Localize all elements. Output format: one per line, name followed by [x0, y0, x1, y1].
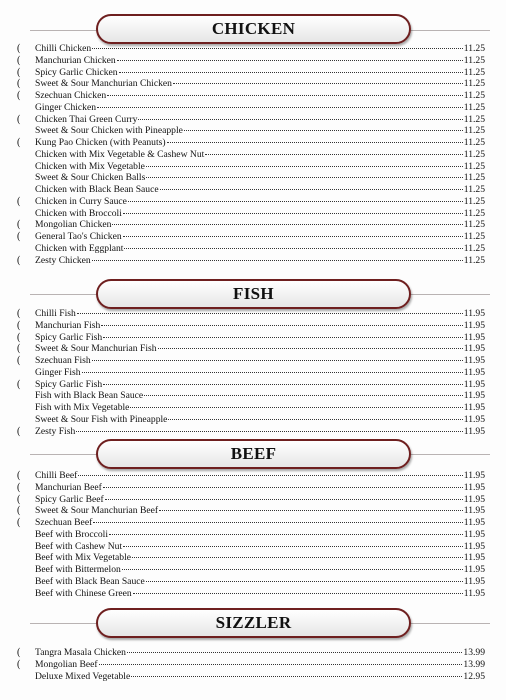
menu-item-name: Sweet & Sour Manchurian Fish — [35, 343, 157, 355]
dot-leader — [123, 213, 463, 214]
menu-item-name: Beef with Mix Vegetable — [35, 552, 132, 564]
menu-item-row — [0, 332, 506, 344]
menu-item-name: Chicken with Black Bean Sauce — [35, 184, 159, 196]
menu-item-name: Spicy Garlic Fish — [35, 378, 103, 390]
menu-item-name: Manchurian Beef — [35, 481, 102, 493]
menu-item-name: Chicken with Eggplant — [35, 243, 124, 255]
menu-item-price: 11.95 — [463, 425, 485, 437]
chili-pepper-icon: ( — [17, 378, 21, 390]
menu-item-price: 11.25 — [463, 243, 485, 255]
chili-pepper-icon: ( — [17, 231, 21, 243]
menu-item-price: 11.25 — [463, 101, 485, 113]
menu-list-beef — [0, 470, 506, 599]
dot-leader — [103, 337, 463, 338]
menu-item-price: 11.95 — [463, 319, 485, 331]
menu-item-name: Kung Pao Chicken (with Peanuts) — [35, 137, 166, 149]
dot-leader — [167, 142, 463, 143]
menu-item-name: Ginger Fish — [35, 366, 81, 378]
menu-item-row — [0, 320, 506, 332]
dot-leader — [168, 419, 462, 420]
menu-item-price: 11.25 — [463, 66, 485, 78]
chili-pepper-icon: ( — [17, 505, 21, 517]
menu-item-row — [0, 149, 506, 161]
menu-list-sizzler — [0, 647, 506, 682]
dot-leader — [123, 546, 463, 547]
menu-item-name: Szechuan Fish — [35, 355, 91, 367]
menu-item-price: 11.25 — [463, 125, 485, 137]
menu-item-row — [0, 219, 506, 231]
section-banner-sizzler — [96, 608, 411, 638]
menu-item-row — [0, 343, 506, 355]
dot-leader — [105, 499, 463, 500]
menu-item-price: 11.25 — [463, 137, 485, 149]
dot-leader — [146, 581, 463, 582]
dot-leader — [82, 372, 463, 373]
menu-item-price: 11.95 — [463, 413, 485, 425]
dot-leader — [160, 189, 463, 190]
section-title-chicken: CHICKEN — [211, 19, 296, 38]
menu-item-name: Chilli Beef — [35, 470, 78, 481]
menu-item-row — [0, 208, 506, 220]
dot-leader — [144, 395, 463, 396]
menu-item-price: 11.95 — [463, 470, 485, 481]
menu-item-row — [0, 414, 506, 426]
menu-item-name: Spicy Garlic Fish — [35, 331, 103, 343]
dot-leader — [130, 407, 462, 408]
menu-item-row — [0, 137, 506, 149]
menu-item-row — [0, 355, 506, 367]
menu-item-price: 11.95 — [463, 481, 485, 493]
menu-item-name: Zesty Chicken — [35, 254, 91, 266]
menu-item-name: Spicy Garlic Beef — [35, 493, 104, 505]
menu-item-name: Zesty Fish — [35, 425, 76, 437]
dot-leader — [93, 522, 462, 523]
menu-item-name: Sweet & Sour Chicken with Pineapple — [35, 125, 183, 137]
menu-item-name: Chicken with Mix Vegetable — [35, 160, 145, 172]
chili-pepper-icon: ( — [17, 343, 21, 355]
dot-leader — [92, 260, 463, 261]
menu-item-row — [0, 588, 506, 600]
menu-list-fish — [0, 308, 506, 437]
section-banner-beef — [96, 439, 411, 469]
section-banner-chicken — [96, 14, 411, 44]
menu-item-price: 13.99 — [463, 658, 485, 670]
menu-item-row — [0, 78, 506, 90]
dot-leader — [112, 224, 462, 225]
menu-item-price: 11.95 — [463, 331, 485, 343]
dot-leader — [101, 325, 462, 326]
chili-pepper-icon: ( — [17, 195, 21, 207]
menu-item-row — [0, 114, 506, 126]
chili-pepper-icon: ( — [17, 137, 21, 149]
menu-item-row — [0, 505, 506, 517]
section-banner-fish — [96, 279, 411, 309]
menu-item-price: 11.25 — [463, 90, 485, 102]
menu-item-row — [0, 243, 506, 255]
menu-item-row — [0, 541, 506, 553]
menu-item-name: Chicken in Curry Sauce — [35, 195, 127, 207]
menu-item-row — [0, 402, 506, 414]
chili-pepper-icon: ( — [17, 66, 21, 78]
menu-item-name: Deluxe Mixed Vegetable — [35, 670, 131, 682]
chili-pepper-icon: ( — [17, 658, 21, 670]
dot-leader — [103, 384, 463, 385]
dot-leader — [158, 348, 463, 349]
menu-item-row — [0, 552, 506, 564]
menu-item-price: 11.95 — [463, 540, 485, 552]
menu-item-price: 11.95 — [463, 402, 485, 414]
dot-leader — [132, 557, 463, 558]
menu-item-name: Mongolian Beef — [35, 658, 98, 670]
menu-item-name: Beef with Broccoli — [35, 528, 108, 540]
chili-pepper-icon: ( — [17, 54, 21, 66]
chili-pepper-icon: ( — [17, 647, 21, 658]
menu-item-name: Spicy Garlic Chicken — [35, 66, 118, 78]
menu-item-row — [0, 102, 506, 114]
menu-item-name: Chilli Chicken — [35, 43, 92, 54]
menu-item-price: 11.95 — [463, 587, 485, 599]
menu-item-price: 11.95 — [463, 552, 485, 564]
menu-item-row — [0, 161, 506, 173]
menu-item-price: 11.95 — [463, 390, 485, 402]
menu-item-name: Fish with Black Bean Sauce — [35, 390, 144, 402]
menu-item-name: Beef with Bittermelon — [35, 564, 121, 576]
menu-item-row — [0, 231, 506, 243]
section-title-sizzler: SIZZLER — [215, 613, 292, 632]
chili-pepper-icon: ( — [17, 43, 21, 54]
menu-item-price: 11.25 — [463, 54, 485, 66]
menu-item-row — [0, 125, 506, 137]
section-title-beef: BEEF — [230, 444, 277, 463]
menu-item-name: Ginger Chicken — [35, 101, 97, 113]
menu-item-row — [0, 564, 506, 576]
menu-item-name: Manchurian Chicken — [35, 54, 116, 66]
menu-item-price: 11.95 — [463, 505, 485, 517]
menu-item-name: Sweet & Sour Fish with Pineapple — [35, 413, 168, 425]
dot-leader — [131, 676, 462, 677]
chili-pepper-icon: ( — [17, 319, 21, 331]
menu-item-row — [0, 390, 506, 402]
dot-leader — [117, 60, 463, 61]
dot-leader — [124, 248, 462, 249]
menu-item-price: 11.95 — [463, 366, 485, 378]
menu-item-price: 11.25 — [463, 184, 485, 196]
menu-item-row — [0, 184, 506, 196]
menu-item-row — [0, 367, 506, 379]
menu-item-row — [0, 43, 506, 55]
menu-item-row — [0, 470, 506, 482]
menu-item-price: 11.25 — [463, 207, 485, 219]
menu-item-name: Chicken with Broccoli — [35, 207, 122, 219]
dot-leader — [146, 166, 463, 167]
chili-pepper-icon: ( — [17, 481, 21, 493]
dot-leader — [99, 664, 463, 665]
dot-leader — [109, 534, 463, 535]
chili-pepper-icon: ( — [17, 355, 21, 367]
dot-leader — [133, 593, 463, 594]
dot-leader — [122, 569, 463, 570]
menu-item-name: Beef with Cashew Nut — [35, 540, 123, 552]
dot-leader — [97, 107, 463, 108]
menu-item-name: Beef with Chinese Green — [35, 587, 132, 599]
menu-item-price: 11.95 — [463, 528, 485, 540]
menu-item-price: 13.99 — [463, 647, 485, 658]
menu-item-price: 11.25 — [463, 160, 485, 172]
menu-item-name: Szechuan Chicken — [35, 90, 107, 102]
menu-item-name: Chicken Thai Green Curry — [35, 113, 138, 125]
menu-item-row — [0, 494, 506, 506]
menu-item-price: 11.95 — [463, 343, 485, 355]
menu-item-name: Tangra Masala Chicken — [35, 647, 126, 658]
menu-list-chicken — [0, 43, 506, 267]
menu-item-row — [0, 196, 506, 208]
menu-item-price: 12.95 — [463, 670, 485, 682]
dot-leader — [76, 431, 463, 432]
menu-item-name: Szechuan Beef — [35, 517, 93, 529]
menu-item-price: 11.25 — [463, 195, 485, 207]
menu-item-row — [0, 671, 506, 683]
dot-leader — [92, 48, 463, 49]
menu-item-name: Sweet & Sour Chicken Balls — [35, 172, 146, 184]
menu-item-row — [0, 659, 506, 671]
menu-item-name: Fish with Mix Vegetable — [35, 402, 130, 414]
dot-leader — [128, 201, 463, 202]
menu-item-row — [0, 255, 506, 267]
menu-item-row — [0, 529, 506, 541]
menu-item-row — [0, 517, 506, 529]
menu-item-price: 11.25 — [463, 219, 485, 231]
dot-leader — [146, 177, 462, 178]
dot-leader — [119, 72, 463, 73]
menu-item-name: Sweet & Sour Manchurian Chicken — [35, 78, 172, 90]
chili-pepper-icon: ( — [17, 78, 21, 90]
menu-item-row — [0, 172, 506, 184]
chili-pepper-icon: ( — [17, 113, 21, 125]
menu-item-price: 11.95 — [463, 493, 485, 505]
menu-item-price: 11.95 — [463, 517, 485, 529]
chili-pepper-icon: ( — [17, 219, 21, 231]
dot-leader — [127, 652, 462, 653]
menu-item-name: General Tao's Chicken — [35, 231, 122, 243]
menu-item-row — [0, 379, 506, 391]
menu-item-price: 11.25 — [463, 113, 485, 125]
menu-item-name: Manchurian Fish — [35, 319, 101, 331]
dot-leader — [138, 119, 462, 120]
dot-leader — [92, 360, 463, 361]
chili-pepper-icon: ( — [17, 90, 21, 102]
menu-item-price: 11.95 — [463, 355, 485, 367]
chili-pepper-icon: ( — [17, 254, 21, 266]
menu-item-row — [0, 308, 506, 320]
menu-item-name: Beef with Black Bean Sauce — [35, 575, 145, 587]
chili-pepper-icon: ( — [17, 331, 21, 343]
menu-item-price: 11.25 — [463, 231, 485, 243]
chili-pepper-icon: ( — [17, 470, 21, 481]
menu-item-row — [0, 647, 506, 659]
dot-leader — [107, 95, 463, 96]
menu-item-price: 11.25 — [463, 172, 485, 184]
menu-item-row — [0, 426, 506, 438]
chili-pepper-icon: ( — [17, 493, 21, 505]
menu-item-row — [0, 576, 506, 588]
menu-item-price: 11.95 — [463, 564, 485, 576]
menu-item-row — [0, 90, 506, 102]
dot-leader — [123, 236, 463, 237]
menu-item-price: 11.25 — [463, 78, 485, 90]
menu-item-price: 11.25 — [463, 148, 485, 160]
menu-item-price: 11.95 — [463, 575, 485, 587]
dot-leader — [173, 83, 463, 84]
dot-leader — [159, 510, 463, 511]
menu-item-price: 11.25 — [463, 43, 485, 54]
menu-item-name: Sweet & Sour Manchurian Beef — [35, 505, 159, 517]
dot-leader — [77, 313, 463, 314]
menu-item-name: Mongolian Chicken — [35, 219, 112, 231]
dot-leader — [184, 130, 463, 131]
chili-pepper-icon: ( — [17, 308, 21, 319]
dot-leader — [103, 487, 463, 488]
section-title-fish: FISH — [233, 284, 274, 303]
menu-item-name: Chilli Fish — [35, 308, 76, 319]
menu-item-price: 11.95 — [463, 308, 485, 319]
menu-item-row — [0, 67, 506, 79]
chili-pepper-icon: ( — [17, 517, 21, 529]
dot-leader — [78, 475, 462, 476]
menu-item-price: 11.95 — [463, 378, 485, 390]
menu-item-name: Chicken with Mix Vegetable & Cashew Nut — [35, 148, 205, 160]
menu-item-price: 11.25 — [463, 254, 485, 266]
menu-item-row — [0, 482, 506, 494]
chili-pepper-icon: ( — [17, 425, 21, 437]
dot-leader — [205, 154, 462, 155]
menu-item-row — [0, 55, 506, 67]
